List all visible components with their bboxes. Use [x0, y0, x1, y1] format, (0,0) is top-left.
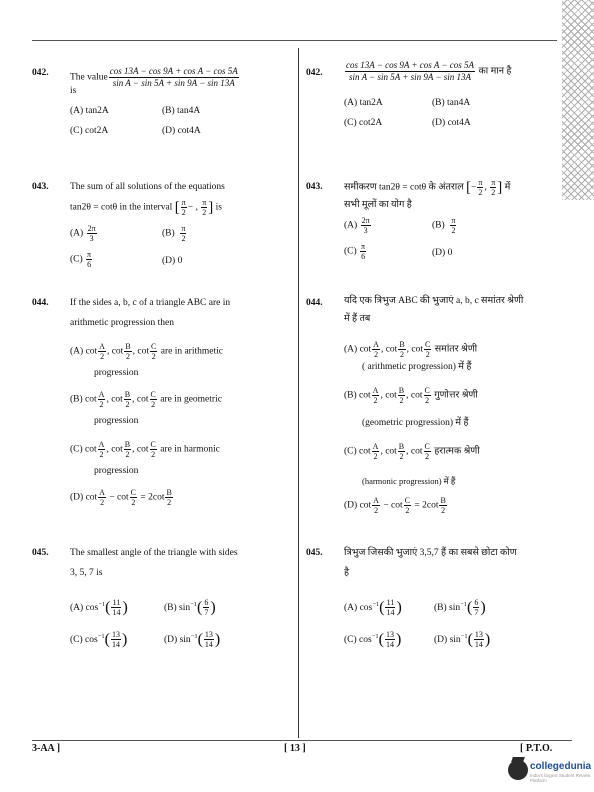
option-a[interactable]: (A) cot $\frac{A}{2}$ , cot $\frac{B}{2}$ , cot $\frac{C}{2}$ are in arithmetic [70, 342, 223, 361]
interval-bracket: [ [174, 199, 180, 216]
question-042-english [32, 58, 294, 138]
question-line-1: If the sides a, b, c of a triangle ABC are in [70, 298, 231, 308]
option-c[interactable]: (C) $\cos^{-1}$( $\frac{13}{14}$ ) [70, 630, 128, 650]
denominator: sin A − sin 5A + sin 9A − sin 13A [112, 78, 235, 88]
option-d[interactable]: (D) cot4A [162, 126, 201, 136]
question-prefix: The value [70, 72, 108, 83]
footer-pto: [ P.T.O. [520, 743, 553, 754]
option-b[interactable]: (B) $\sin^{-1}$( $\frac{6}{7}$ ) [164, 598, 216, 618]
option-c[interactable]: (C) $\frac{\pi}{6}$ [70, 250, 92, 269]
option-a[interactable]: (A) $\frac{2\pi}{3}$ [70, 224, 96, 243]
option-a[interactable]: (A) tan2A [70, 106, 109, 116]
question-042-hindi [306, 58, 562, 138]
option-d[interactable]: (D) 0 [432, 248, 453, 258]
option-a[interactable]: (A) tan2A [344, 98, 383, 108]
question-line-2: सभी मूलों का योग है [344, 200, 412, 210]
question-line-2: 3, 5, 7 is [70, 568, 103, 578]
footer-page-number: [ 13 ] [284, 743, 306, 754]
denominator: sin A − sin 5A + sin 9A − sin 13A [348, 72, 472, 82]
question-number: 045. [32, 548, 49, 558]
decorative-border-pattern [562, 0, 594, 200]
option-d[interactable]: (D) 0 [162, 256, 183, 266]
option-b[interactable]: (B) tan4A [432, 98, 471, 108]
option-a[interactable]: (A) $\frac{2\pi}{3}$ [344, 216, 370, 235]
graduate-cap-icon [508, 760, 528, 780]
question-line-2: है [344, 568, 350, 578]
question-suffix: का मान है [478, 66, 512, 77]
question-line-1: समीकरण tan2θ = cotθ के अंतराल [344, 182, 464, 193]
question-line-1: The sum of all solutions of the equations [70, 182, 225, 192]
question-line-2: में हैं तब [344, 314, 371, 324]
option-c[interactable]: (C) $\frac{\pi}{6}$ [344, 242, 366, 261]
question-line-1: त्रिभुज जिसकी भुजाएं 3,5,7 हैं का सबसे छोटा कोण [344, 548, 517, 558]
question-043-hindi: 043. समीकरण tan2θ = cotθ के अंतराल [− $\frac{\pi}{2}$ , $\frac{\pi}{2}$ ] में सभी मूलों का योग है (A) $\frac{2\pi}{3}$ (B) $\frac{\pi}{2}$ (C) $\frac{\pi}{6}$ (D) 0 [306, 178, 511, 261]
question-044-english [32, 294, 294, 524]
bottom-rule [32, 740, 572, 741]
logo-tagline: India's largest Student Review Platform [530, 773, 591, 783]
interval-upper: $\frac{\pi}{2}$ [202, 198, 207, 217]
option-b[interactable]: (B) $\sin^{-1}$( $\frac{6}{7}$ ) [434, 598, 486, 618]
question-number: 042. [32, 68, 49, 78]
question-number: 043. [306, 182, 323, 192]
question-number: 042. [306, 68, 323, 78]
question-suffix: is [70, 86, 77, 96]
option-c-continued: (harmonic progression) में हैं [362, 476, 456, 486]
numerator: cos 13A − cos 9A + cos A − cos 5A [346, 60, 475, 70]
logo-text: collegedunia [530, 761, 592, 772]
footer-paper-code: 3-AA ] [32, 743, 61, 754]
option-b[interactable]: (B) $\frac{\pi}{2}$ [162, 224, 186, 243]
question-number: 044. [306, 298, 323, 308]
option-b[interactable]: (B) cot $\frac{A}{2}$ , cot $\frac{B}{2}$ , cot $\frac{C}{2}$ are in geometric [70, 390, 222, 409]
option-c-continued: progression [94, 466, 139, 476]
question-line-2: arithmetic progression then [70, 318, 174, 328]
fraction-expression [345, 60, 475, 83]
question-number: 043. [32, 182, 49, 192]
option-a-continued: progression [94, 368, 139, 378]
question-line-1: यदि एक त्रिभुज ABC की भुजाएं a, b, c समांतर श्रेणी [344, 296, 524, 306]
question-number: 045. [306, 548, 323, 558]
interval-lower: $\frac{\pi}{2}$ [181, 198, 186, 217]
top-rule [32, 40, 557, 41]
option-c[interactable]: (C) cot $\frac{A}{2}$ , cot $\frac{B}{2}$ , cot $\frac{C}{2}$ हरात्मक श्रेणी [344, 442, 480, 461]
option-a-continued: ( arithmetic progression) में हैं [362, 362, 472, 372]
option-b[interactable]: (B) cot $\frac{A}{2}$ , cot $\frac{B}{2}$ , cot $\frac{C}{2}$ गुणोत्तर श्रेणी [344, 386, 478, 405]
option-c[interactable]: (C) cot2A [344, 118, 383, 128]
column-divider [298, 48, 299, 738]
option-b[interactable]: (B) tan4A [162, 106, 201, 116]
option-a[interactable]: (A) cot $\frac{A}{2}$ , cot $\frac{B}{2}$ , cot $\frac{C}{2}$ समांतर श्रेणी [344, 340, 478, 359]
option-b[interactable]: (B) $\frac{\pi}{2}$ [432, 216, 456, 235]
option-a[interactable]: (A) $\cos^{-1}$( $\frac{11}{14}$ ) [70, 598, 128, 618]
option-c[interactable]: (C) cot2A [70, 126, 109, 136]
option-d[interactable]: (D) cot $\frac{A}{2}$ − cot $\frac{C}{2}$ = 2cot $\frac{B}{2}$ [344, 496, 446, 515]
collegedunia-logo[interactable] [508, 758, 592, 784]
option-d[interactable]: (D) cot4A [432, 118, 471, 128]
option-b-continued: (geometric progression) में हैं [362, 418, 469, 428]
question-043-english: 043. The sum of all solutions of the equations tan2θ = cotθ in the interval [ $\frac{\pi}{2}$ − , $\frac{\pi}{2}$ ] is (A) $\frac{2\pi}{3}$ (B) $\frac{\pi}{2}$ (C) $\frac{\pi}{6}$ (D) 0 [32, 182, 225, 269]
option-d[interactable]: (D) cot $\frac{A}{2}$ − cot $\frac{C}{2}$ = 2cot $\frac{B}{2}$ [70, 488, 172, 507]
option-a[interactable]: (A) $\cos^{-1}$( $\frac{11}{14}$ ) [344, 598, 402, 618]
question-line-2: tan2θ = cotθ in the interval [70, 202, 173, 213]
option-b-continued: progression [94, 416, 139, 426]
question-line-1: The smallest angle of the triangle with sides [70, 548, 238, 558]
option-c[interactable]: (C) cot $\frac{A}{2}$ , cot $\frac{B}{2}$ , cot $\frac{C}{2}$ are in harmonic [70, 440, 220, 459]
option-c[interactable]: (C) $\cos^{-1}$( $\frac{13}{14}$ ) [344, 630, 402, 650]
question-number: 044. [32, 298, 49, 308]
option-d[interactable]: (D) $\sin^{-1}$( $\frac{13}{14}$ ) [434, 630, 491, 650]
fraction-expression [109, 66, 239, 89]
question-045-hindi [306, 544, 562, 664]
question-045-english [32, 544, 294, 664]
option-d[interactable]: (D) $\sin^{-1}$( $\frac{13}{14}$ ) [164, 630, 221, 650]
numerator: cos 13A − cos 9A + cos A − cos 5A [109, 66, 238, 76]
question-044-hindi [306, 292, 562, 524]
